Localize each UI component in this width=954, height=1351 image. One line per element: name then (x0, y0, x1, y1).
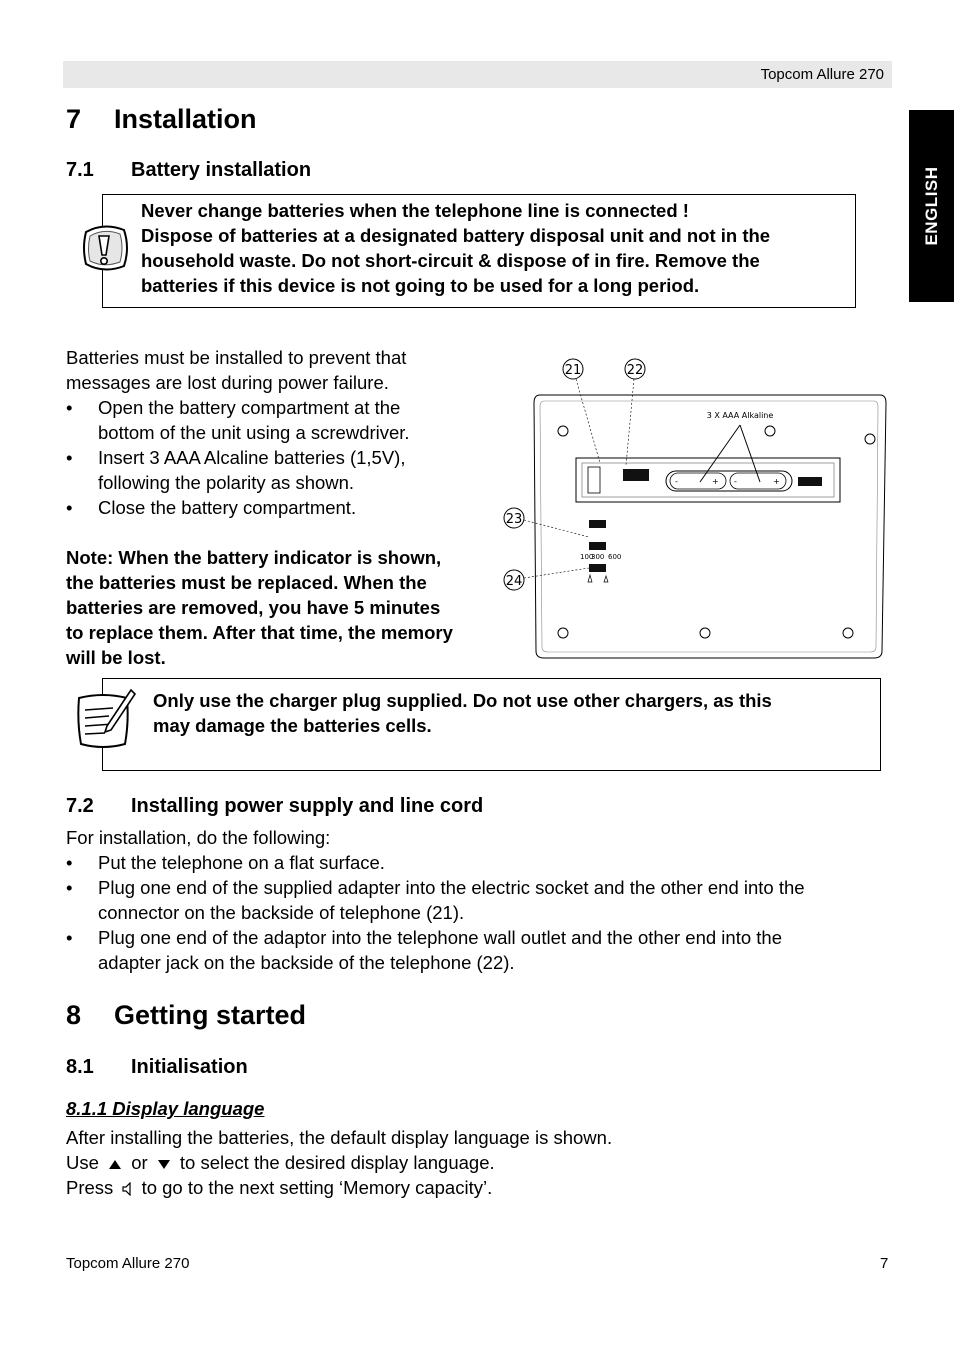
intro-line: Batteries must be installed to prevent that (66, 347, 407, 368)
header-title: Topcom Allure 270 (760, 66, 884, 83)
section-8-number: 8 (66, 1000, 82, 1030)
language-tab-label: ENGLISH (921, 166, 941, 246)
display-language-heading: 8.1.1 Display language (66, 1098, 265, 1119)
down-arrow-icon (157, 1158, 171, 1170)
line-connector (798, 477, 822, 486)
intro-line: messages are lost during power failure. (66, 372, 389, 393)
warning-line: Dispose of batteries at a designated battery disposal unit and not in the (141, 225, 771, 246)
phone-connector (623, 469, 649, 481)
svg-text:+: + (712, 477, 719, 486)
switch-indicator (589, 520, 606, 528)
list-item: • Plug one end of the supplied adapter into the electric socket and the other end into the connector on the backside of telephone (21). (66, 875, 886, 925)
callout-21: 21 (564, 363, 582, 378)
screw-hole (558, 426, 568, 436)
power-supply-instructions (66, 825, 886, 975)
screw-hole (700, 628, 710, 638)
section-7-number: 7 (66, 104, 82, 134)
warning-exclamation-icon (78, 222, 132, 276)
power-bullet-list (66, 850, 886, 975)
screw-hole (843, 628, 853, 638)
flash-switch (589, 542, 606, 550)
ringer-switch (589, 564, 606, 572)
screw-hole (765, 426, 775, 436)
callout-24: 24 (505, 574, 523, 589)
navigation-instruction: Use or to select the desired display language. (66, 1152, 495, 1173)
section-7-2-title: Installing power supply and line cord (131, 795, 484, 817)
switch-label: 100 (580, 553, 594, 561)
svg-text:+: + (773, 477, 780, 486)
warning-line: Never change batteries when the telephone line is connected ! (141, 200, 689, 221)
callout-22: 22 (626, 363, 644, 378)
speaker-icon (121, 1182, 133, 1196)
warning-box (102, 194, 856, 308)
up-arrow-icon (108, 1158, 122, 1170)
note-pencil-icon (73, 686, 137, 752)
svg-text:-: - (734, 477, 737, 486)
list-item: • Plug one end of the adaptor into the telephone wall outlet and the other end into the adapter jack on the backside of the telephone (22). (66, 925, 886, 975)
list-item: • Put the telephone on a flat surface. (66, 850, 886, 875)
battery-compartment-diagram (500, 355, 890, 665)
list-item: • Open the battery compartment at the bottom of the unit using a screwdriver. (66, 395, 496, 445)
list-item: • Insert 3 AAA Alcaline batteries (1,5V), following the polarity as shown. (66, 445, 496, 495)
section-8-title: Getting started (114, 1000, 307, 1030)
header-bar (63, 61, 892, 88)
warning-line: batteries if this device is not going to be used for a long period. (141, 275, 700, 296)
section-7-1-number: 7.1 (66, 159, 94, 181)
section-8-1-heading (66, 1056, 248, 1079)
battery-type-label: 3 X AAA Alkaline (706, 411, 774, 420)
section-7-title: Installation (114, 104, 257, 134)
list-item: • Close the battery compartment. (66, 495, 496, 520)
screw-hole (865, 434, 875, 444)
svg-text:-: - (675, 477, 678, 486)
switch-label: 600 (608, 553, 622, 561)
tip-box (102, 678, 881, 771)
language-tab (909, 110, 954, 302)
confirm-instruction: Press to go to the next setting ‘Memory capacity’. (66, 1177, 493, 1198)
section-8-1-number: 8.1 (66, 1056, 94, 1078)
section-7-1-title: Battery installation (131, 159, 312, 181)
footer-title: Topcom Allure 270 (66, 1255, 190, 1272)
callout-23: 23 (505, 512, 523, 527)
power-intro: For installation, do the following: (66, 827, 331, 848)
display-language-text: After installing the batteries, the default display language is shown. Use or to select the desired display language. Press to go to the next setting ‘Memory capacity’. (66, 1125, 886, 1200)
section-7-heading (66, 104, 257, 135)
section-8-1-title: Initialisation (131, 1056, 248, 1078)
battery-bullet-list (66, 395, 496, 520)
screw-hole (558, 628, 568, 638)
page-number: 7 (880, 1255, 889, 1272)
battery-note: Note: When the battery indicator is shown, the batteries must be replaced. When the batteries are removed, you have 5 minutes to replace them. After that time, the memory will be lost. (66, 547, 453, 668)
switch-label: 300 (591, 553, 605, 561)
battery-instructions (66, 345, 496, 670)
section-7-1-heading (66, 159, 311, 182)
warning-line: household waste. Do not short-circuit & dispose of in fire. Remove the (141, 250, 760, 271)
section-7-2-heading (66, 795, 483, 818)
section-8-heading (66, 1000, 306, 1031)
tip-text: Only use the charger plug supplied. Do not use other chargers, as this may damage the batteries cells. (153, 690, 772, 736)
section-7-2-number: 7.2 (66, 795, 94, 817)
warning-text (141, 198, 770, 298)
